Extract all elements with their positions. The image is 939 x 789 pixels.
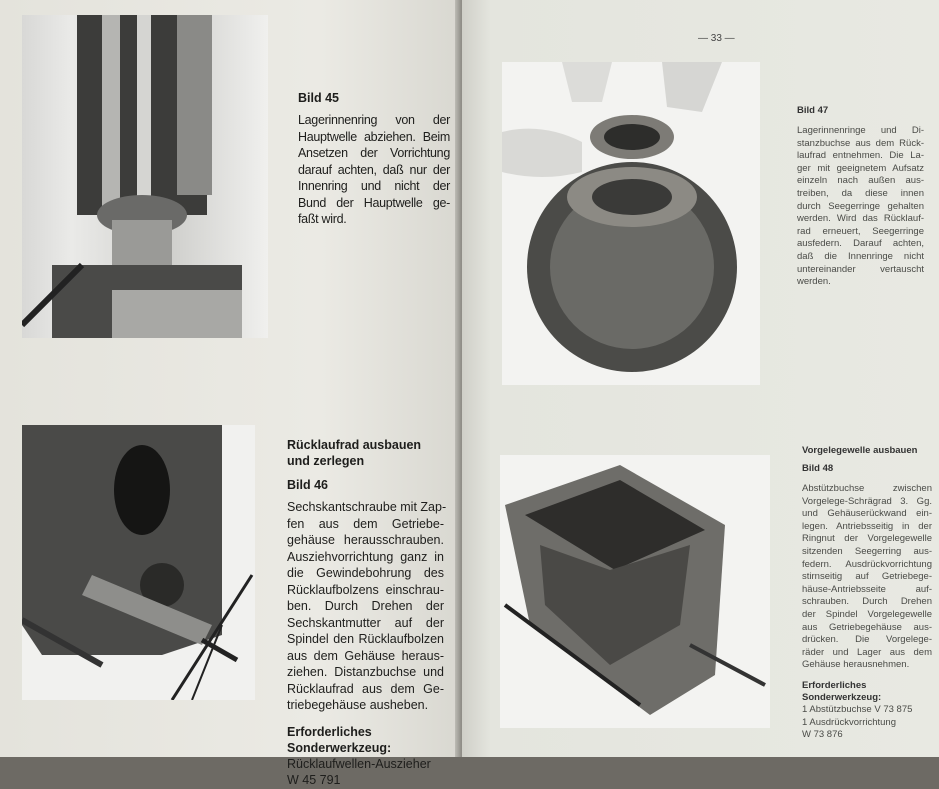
gearbox-housing-illustration bbox=[22, 425, 255, 700]
text-line: Gehäuse herausnehmen. bbox=[802, 659, 910, 671]
text-line: räder und Lager aus dem bbox=[802, 646, 932, 658]
tools-heading: Sonderwerkzeug: bbox=[802, 691, 882, 703]
text-line: Innenring und nicht der bbox=[298, 179, 450, 193]
text-line: 1 Abstützbuchse V 73 875 bbox=[802, 703, 913, 715]
text-line: daß die Innenringe nicht bbox=[797, 250, 924, 262]
page-number: — 33 — bbox=[698, 33, 735, 44]
text-line: Spindel den Rücklaufbolzen bbox=[287, 632, 444, 646]
tools-list bbox=[287, 756, 444, 789]
photo-bild-46 bbox=[22, 425, 255, 700]
text-line: und Gehäuserückwand ein- bbox=[802, 508, 932, 520]
tools-heading: Sonderwerkzeug: bbox=[287, 740, 392, 755]
text-line: durch Seegerringe gehalten bbox=[797, 200, 924, 212]
text-line: die Gewindebohrung des bbox=[287, 566, 444, 580]
press-tool-illustration bbox=[22, 15, 268, 338]
text-line: stirnseitig auf Getriebege- bbox=[802, 571, 932, 583]
text-line: federn. Ausdrückvorrichtung bbox=[802, 558, 932, 570]
text-line: fen aus dem Getriebe- bbox=[287, 516, 444, 531]
text-line: Hauptwelle abziehen. Beim bbox=[298, 129, 450, 144]
text-line: Ringnut der Vorgelegewelle bbox=[802, 533, 932, 545]
caption-text bbox=[802, 483, 932, 672]
tools-list bbox=[802, 704, 932, 742]
photo-bild-48 bbox=[500, 455, 770, 728]
photo-bild-47 bbox=[502, 62, 760, 385]
caption-text bbox=[797, 125, 924, 289]
text-line: werden. Wird das Rücklauf- bbox=[797, 213, 924, 225]
text-line: untereinander vertauscht bbox=[797, 263, 924, 275]
text-line: W 45 791 bbox=[287, 773, 341, 787]
text-line: treiben, da diese innen bbox=[797, 187, 924, 199]
text-line: drücken. Die Vorgelege- bbox=[802, 634, 932, 646]
text-line: der Spindel Vorgelegewelle bbox=[802, 608, 932, 620]
text-line: stanzbuchse aus dem Rück- bbox=[797, 137, 924, 149]
text-line: werden. bbox=[797, 276, 831, 288]
text-line: Bund der Hauptwelle ge- bbox=[298, 195, 450, 210]
text-line: aus Getriebegehäuse aus- bbox=[802, 621, 932, 633]
text-line: legen. Antriebsseitig in der bbox=[802, 520, 932, 532]
right-page bbox=[462, 0, 939, 757]
text-line: aus dem Gehäuse heraus- bbox=[287, 648, 444, 663]
text-line: rad erneuert, Seegerringe bbox=[797, 225, 924, 237]
caption-heading: Bild 46 bbox=[287, 478, 328, 492]
text-line: ger mit geeignetem Aufsatz bbox=[797, 162, 924, 174]
text-line: Sechskantschraube mit Zap- bbox=[287, 500, 447, 514]
photo-bild-45 bbox=[22, 15, 268, 338]
text-line: schrauben. Durch Drehen bbox=[802, 596, 932, 608]
text-line: Rücklaufrad aus dem Ge- bbox=[287, 681, 444, 696]
left-page bbox=[0, 0, 458, 787]
text-line: häuse-Antriebsseite auf- bbox=[802, 583, 932, 595]
caption-text bbox=[298, 112, 450, 228]
section-heading: Vorgelegewelle ausbauen bbox=[802, 445, 918, 456]
text-line: faßt wird. bbox=[298, 212, 347, 226]
tools-heading: Erforderliches bbox=[287, 724, 372, 739]
caption-text bbox=[287, 499, 447, 714]
text-line: Rücklaufbolzens einschrau- bbox=[287, 582, 444, 597]
text-line: sitzenden Seegerring aus- bbox=[802, 545, 932, 557]
text-line: ausfedern. Darauf achten, bbox=[797, 238, 924, 250]
text-line: darauf achten, daß nur der bbox=[298, 162, 450, 177]
text-line: ziehen. Distanzbuchse und bbox=[287, 665, 444, 679]
caption-heading: Bild 48 bbox=[802, 463, 834, 474]
gear-bearing-illustration bbox=[502, 62, 760, 385]
section-heading: und zerlegen bbox=[287, 454, 365, 468]
text-line: laufrad entnehmen. Die La- bbox=[797, 150, 924, 162]
text-line: ben. Durch Drehen der bbox=[287, 599, 444, 613]
text-line: Lagerinnenring von der bbox=[298, 113, 450, 127]
caption-heading: Bild 47 bbox=[797, 105, 829, 116]
text-line: Vorgelege-Schrägrad 3. Gg. bbox=[802, 495, 932, 507]
text-line: Ansetzen der Vorrichtung bbox=[298, 146, 450, 160]
text-line: Rücklaufwellen-Auszieher bbox=[287, 756, 431, 771]
text-line: Ausziehvorrichtung ganz in bbox=[287, 549, 444, 564]
text-line: Abstützbuchse zwischen bbox=[802, 483, 932, 494]
text-line: Lagerinnenringe und Di- bbox=[797, 125, 924, 136]
gearbox-countershaft-illustration bbox=[500, 455, 770, 728]
text-line: W 73 876 bbox=[802, 729, 843, 741]
text-line: 1 Ausdrückvorrichtung bbox=[802, 716, 896, 728]
text-line: einzeln nach außen aus- bbox=[797, 175, 924, 187]
text-line: gehäuse herausschrauben. bbox=[287, 533, 444, 547]
text-line: Sechskantmutter auf der bbox=[287, 615, 444, 630]
tools-heading: Erforderliches bbox=[802, 679, 867, 691]
caption-heading: Bild 45 bbox=[298, 91, 339, 105]
section-heading: Rücklaufrad ausbauen bbox=[287, 438, 422, 452]
text-line: triebegehäuse ausheben. bbox=[287, 698, 429, 712]
